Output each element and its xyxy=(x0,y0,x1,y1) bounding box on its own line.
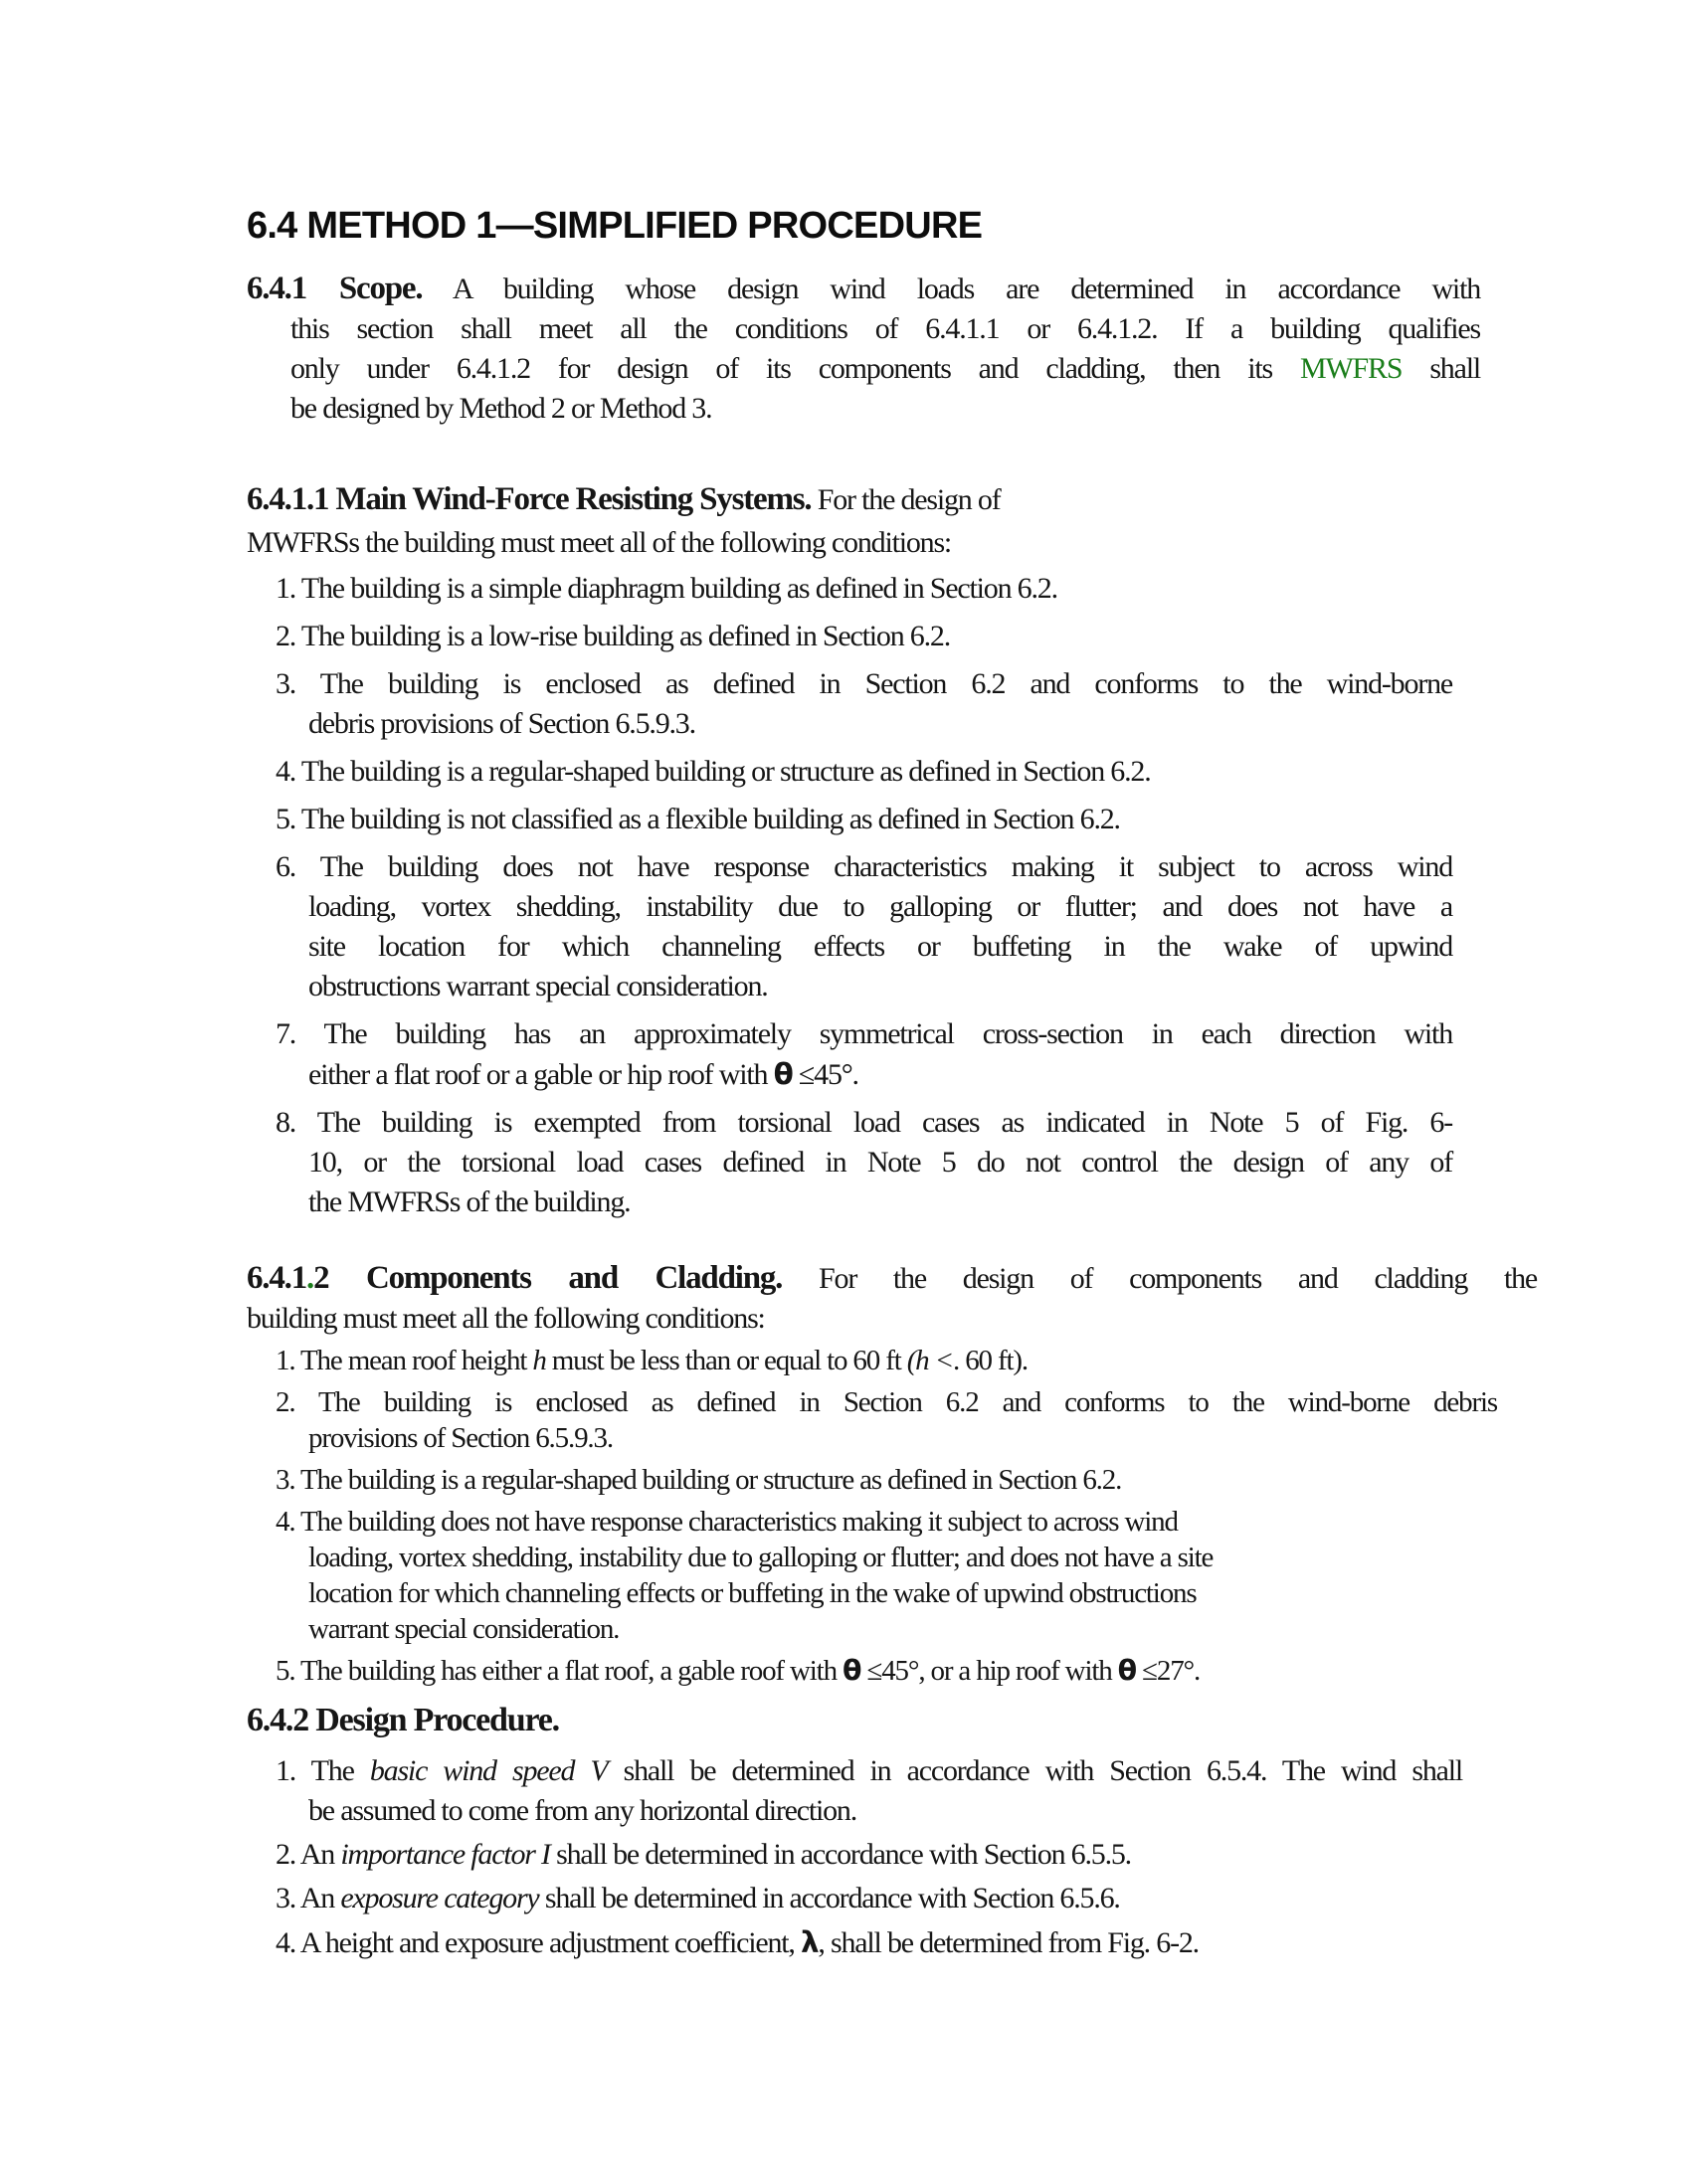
text-run: 5. The building has either a flat roof, a gable roof with xyxy=(276,1655,843,1687)
list-item xyxy=(247,1343,1497,1378)
text-run: 5. The building is not classified as a flexible building as defined in Section 6.2. xyxy=(276,803,1120,835)
text-run: loading, vortex shedding, instability due to galloping or flutter; and does not have a xyxy=(308,890,1452,923)
list-item xyxy=(247,1504,1497,1647)
text-run: this section shall meet all the conditions of 6.4.1.1 or 6.4.1.2. If a building qualifies xyxy=(290,312,1480,345)
text-run: MWFRS xyxy=(1299,352,1403,385)
text-run: 6.4.2 Design Procedure. xyxy=(247,1702,559,1738)
text-run: (h < xyxy=(906,1345,954,1376)
text-run: be designed by Method 2 or Method 3. xyxy=(290,392,712,425)
text-line xyxy=(276,1653,1497,1689)
text-line xyxy=(276,1504,1497,1540)
list-item xyxy=(247,1462,1497,1498)
text-run: . xyxy=(306,1260,314,1296)
list-item xyxy=(247,1384,1497,1456)
text-run: site location for which channeling effects or buffeting in the wake of upwind xyxy=(308,930,1452,963)
text-run: shall be determined in accordance with Section 6.5.6. xyxy=(538,1882,1120,1914)
text-line xyxy=(276,1879,1462,1918)
text-run: 6.4.1 xyxy=(247,1260,307,1296)
list-item xyxy=(247,847,1452,1006)
text-line xyxy=(308,1791,1462,1831)
text-run: θ xyxy=(843,1654,861,1687)
text-run: 3. The building is enclosed as defined in Section 6.2 and conforms to the wind-borne xyxy=(276,667,1452,700)
text-run: 3. The building is a regular-shaped building or structure as defined in Section 6.2. xyxy=(276,1464,1122,1496)
text-run: 2. The building is enclosed as defined in Section 6.2 and conforms to the wind-borne debris xyxy=(276,1386,1497,1418)
text-run: 1. The xyxy=(276,1754,370,1787)
document-content xyxy=(247,204,1550,1967)
text-run: , shall be determined from Fig. 6-2. xyxy=(818,1926,1199,1959)
text-run: either a flat roof or a gable or hip roof with xyxy=(308,1058,774,1091)
text-run: For the design of xyxy=(811,483,1001,516)
section-title: 6.4 METHOD 1—SIMPLIFIED PROCEDURE xyxy=(247,205,983,247)
text-line xyxy=(308,1054,1452,1095)
text-run: ≤45°, or a hip roof with xyxy=(860,1655,1118,1687)
text-run: ≤27°. xyxy=(1136,1655,1201,1687)
text-line xyxy=(290,309,1480,349)
text-line xyxy=(276,664,1452,704)
text-run: debris provisions of Section 6.5.9.3. xyxy=(308,707,695,740)
text-run: loading, vortex shedding, instability due to galloping or flutter; and does not have a site xyxy=(308,1542,1214,1573)
text-run: 2 Components and Cladding. xyxy=(313,1260,783,1296)
mwfrs-conditions-list xyxy=(247,569,1452,1222)
text-line xyxy=(308,704,1452,744)
text-run: the MWFRSs of the building. xyxy=(308,1185,631,1218)
list-item xyxy=(247,1922,1462,1963)
text-line xyxy=(276,1751,1463,1791)
text-line xyxy=(290,389,1480,429)
text-run: . 60 ft). xyxy=(953,1345,1028,1376)
text-run: MWFRSs the building must meet all of the following conditions: xyxy=(247,526,952,559)
text-run: θ xyxy=(1117,1654,1137,1687)
text-line xyxy=(290,349,1480,389)
text-run: obstructions warrant special consideration. xyxy=(308,970,768,1002)
text-run: 1. The mean roof height xyxy=(276,1345,533,1376)
text-run: 4. The building is a regular-shaped building or structure as defined in Section 6.2. xyxy=(276,755,1151,788)
text-line xyxy=(276,1103,1452,1143)
list-item xyxy=(247,1014,1452,1095)
list-item xyxy=(247,1653,1497,1689)
text-line xyxy=(308,1611,1497,1647)
design-procedure-list xyxy=(247,1751,1462,1963)
text-run: 4. A height and exposure adjustment coefficient, xyxy=(276,1926,802,1959)
text-run: A building whose design wind loads are determined in accordance with xyxy=(422,273,1480,305)
text-line xyxy=(276,1014,1452,1054)
list-item xyxy=(247,752,1452,792)
text-line xyxy=(308,1420,1497,1456)
text-line xyxy=(276,569,1452,609)
text-run: warrant special consideration. xyxy=(308,1613,620,1645)
list-item xyxy=(247,569,1452,609)
list-item xyxy=(247,800,1452,839)
text-line xyxy=(276,752,1452,792)
text-line xyxy=(247,1299,1537,1339)
text-line xyxy=(308,1143,1452,1183)
list-item xyxy=(247,1103,1452,1222)
text-line xyxy=(308,1540,1497,1575)
heading-6411-mwfrs xyxy=(247,478,1241,564)
text-run: basic wind speed V xyxy=(369,1754,608,1787)
text-line xyxy=(276,1462,1497,1498)
text-line xyxy=(276,1384,1497,1420)
text-run: exposure category xyxy=(340,1882,539,1914)
text-line xyxy=(276,1343,1497,1378)
text-line xyxy=(308,1575,1497,1611)
text-run: 2. The building is a low-rise building as defined in Section 6.2. xyxy=(276,620,951,652)
text-run: 4. The building does not have response characteristics making it subject to across wind xyxy=(276,1506,1178,1538)
text-run: importance factor I xyxy=(340,1838,550,1871)
text-line xyxy=(247,1258,1537,1299)
text-run: 7. The building has an approximately symmetrical cross-section in each direction with xyxy=(276,1017,1452,1050)
text-run: must be less than or equal to 60 ft xyxy=(545,1345,907,1376)
heading-6412-components-cladding xyxy=(247,1258,1537,1339)
components-cladding-conditions-list xyxy=(247,1343,1497,1689)
text-run: θ xyxy=(773,1057,793,1091)
text-line xyxy=(247,521,1241,564)
list-item xyxy=(247,1879,1462,1918)
text-run: 6. The building does not have response characteristics making it subject to across wind xyxy=(276,850,1452,883)
text-run: 6.4.1.1 Main Wind-Force Resisting Systems. xyxy=(247,481,812,517)
text-line xyxy=(276,800,1452,839)
text-run: 1. The building is a simple diaphragm building as defined in Section 6.2. xyxy=(276,572,1057,605)
text-run: location for which channeling effects or buffeting in the wake of upwind obstructions xyxy=(308,1577,1197,1609)
text-run: building must meet all the following conditions: xyxy=(247,1302,765,1335)
text-run: For the design of components and cladding the xyxy=(782,1262,1538,1295)
text-line xyxy=(308,1183,1452,1222)
text-run: 6.4.1 Scope. xyxy=(247,271,423,306)
text-line xyxy=(276,617,1452,656)
list-item xyxy=(247,664,1452,744)
text-run: only under 6.4.1.2 for design of its components and cladding, then its xyxy=(290,352,1300,385)
heading-642-design-procedure xyxy=(247,1699,1241,1743)
text-run: provisions of Section 6.5.9.3. xyxy=(308,1422,613,1454)
text-run: 2. An xyxy=(276,1838,341,1871)
text-line xyxy=(247,478,1241,521)
text-line xyxy=(308,967,1452,1006)
text-run: h xyxy=(532,1345,546,1376)
text-run: shall be determined in accordance with Section 6.5.5. xyxy=(549,1838,1131,1871)
text-run: λ xyxy=(801,1925,819,1959)
text-run: 3. An xyxy=(276,1882,341,1914)
text-line xyxy=(247,1699,1241,1743)
scope-paragraph xyxy=(247,269,1480,429)
text-line xyxy=(308,927,1452,967)
text-line xyxy=(308,887,1452,927)
text-run: shall xyxy=(1402,352,1480,385)
text-line xyxy=(276,1922,1462,1963)
text-line xyxy=(276,847,1452,887)
text-run: 8. The building is exempted from torsional load cases as indicated in Note 5 of Fig. 6- xyxy=(276,1106,1452,1139)
list-item xyxy=(247,617,1452,656)
text-run: be assumed to come from any horizontal direction. xyxy=(308,1794,857,1827)
text-run: ≤45°. xyxy=(792,1058,858,1091)
text-line xyxy=(276,1835,1462,1875)
list-item xyxy=(247,1751,1462,1831)
list-item xyxy=(247,1835,1462,1875)
text-run: 10, or the torsional load cases defined in Note 5 do not control the design of any of xyxy=(308,1146,1452,1179)
text-line xyxy=(247,269,1480,309)
text-run: shall be determined in accordance with Section 6.5.4. The wind shall xyxy=(607,1754,1463,1787)
